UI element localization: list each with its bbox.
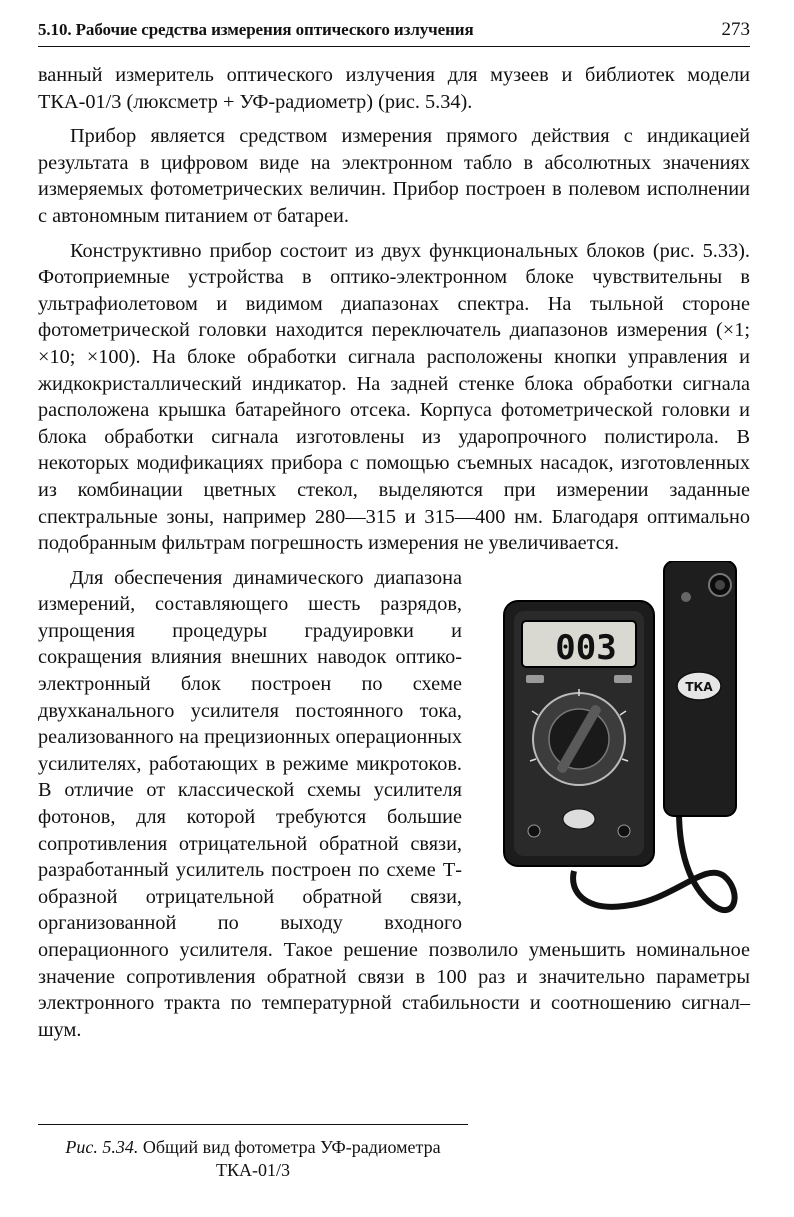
paragraph: Прибор является средством измерения прямого действия с индикацией результата в цифровом виде на электронном табло в абсолютных значениях измеряемых фотометрических величин. Прибор построен в полевом исполнении с автономным питанием от батареи. <box>38 125 750 227</box>
paragraph: ванный измеритель оптического излучения для музеев и библиотек модели ТКА-01/3 (люксметр + УФ-радиометр) (рис. 5.34). <box>38 64 750 113</box>
logo-text: ТКА <box>685 679 713 694</box>
display-reading: 003 <box>555 627 617 668</box>
body-text <box>38 62 750 1043</box>
paragraph: Конструктивно прибор состоит из двух функциональных блоков (рис. 5.33). Фотоприемные устройства в оптико-электронном блоке чувствительны в ультрафиолетовом и видимом диапазонах спектра. На тыльной стороне фотометрической головки находится переключатель диапазонов измерения (×1; ×10; ×100). На блоке обработки сигнала расположены кнопки управления и жидкокристаллический индикатор. На задней стенке блока обработки сигнала расположена крышка батарейного отсека. Корпуса фотометрической головки и блока обработки сигнала изготовлены из ударопрочного полистирола. В некоторых модификациях прибора с помощью съемных насадок, изготовленных из комбинации цветных стекол, выделяются при измерении заданные спектральные зоны, например 280—315 и 315—400 нм. Благодаря оптимально подобранным фильтрам погрешность измерения не увеличивается. <box>38 239 750 555</box>
jack-icon <box>618 825 630 837</box>
button-icon <box>614 675 632 683</box>
logo-meter <box>563 809 595 829</box>
running-header <box>38 16 750 47</box>
page-number: 273 <box>721 19 750 40</box>
section-title: 5.10. Рабочие средства измерения оптического излучения <box>38 20 474 39</box>
figure-caption <box>38 1136 468 1182</box>
button-icon <box>681 592 691 602</box>
caption-text: Общий вид фотометра УФ-радиометра ТКА-01/3 <box>138 1137 441 1180</box>
caption-label: Рис. 5.34. <box>65 1137 139 1157</box>
button-icon <box>526 675 544 683</box>
paragraph: Для обеспечения динамического диапазона измерений, составляющего шесть разрядов, упрощения процедуры градуировки и сокращения влияния внешних наводок оптико-электронный блок построен по схеме двухканального усилителя постоянного тока, реализованного на прецизионных операционных усилителях, работающих в режиме микротоков. В отличие от классической схемы усилителя фотонов, для которой требуются большие сопротивления отрицательной обратной связи, разработанный усилитель построен по схеме Т-образной отрицательной обратной связи, организованной по выходу входного операционного усилителя. Такое решение позволило уменьшить номинальное значение сопротивления обратной связи в 100 раз и значительно параметры электронного тракта по температурной стабильности и соотношению сигнал–шум. <box>38 566 750 1041</box>
jack-icon <box>528 825 540 837</box>
caption-rule <box>38 1124 468 1125</box>
device-photo <box>474 561 750 929</box>
